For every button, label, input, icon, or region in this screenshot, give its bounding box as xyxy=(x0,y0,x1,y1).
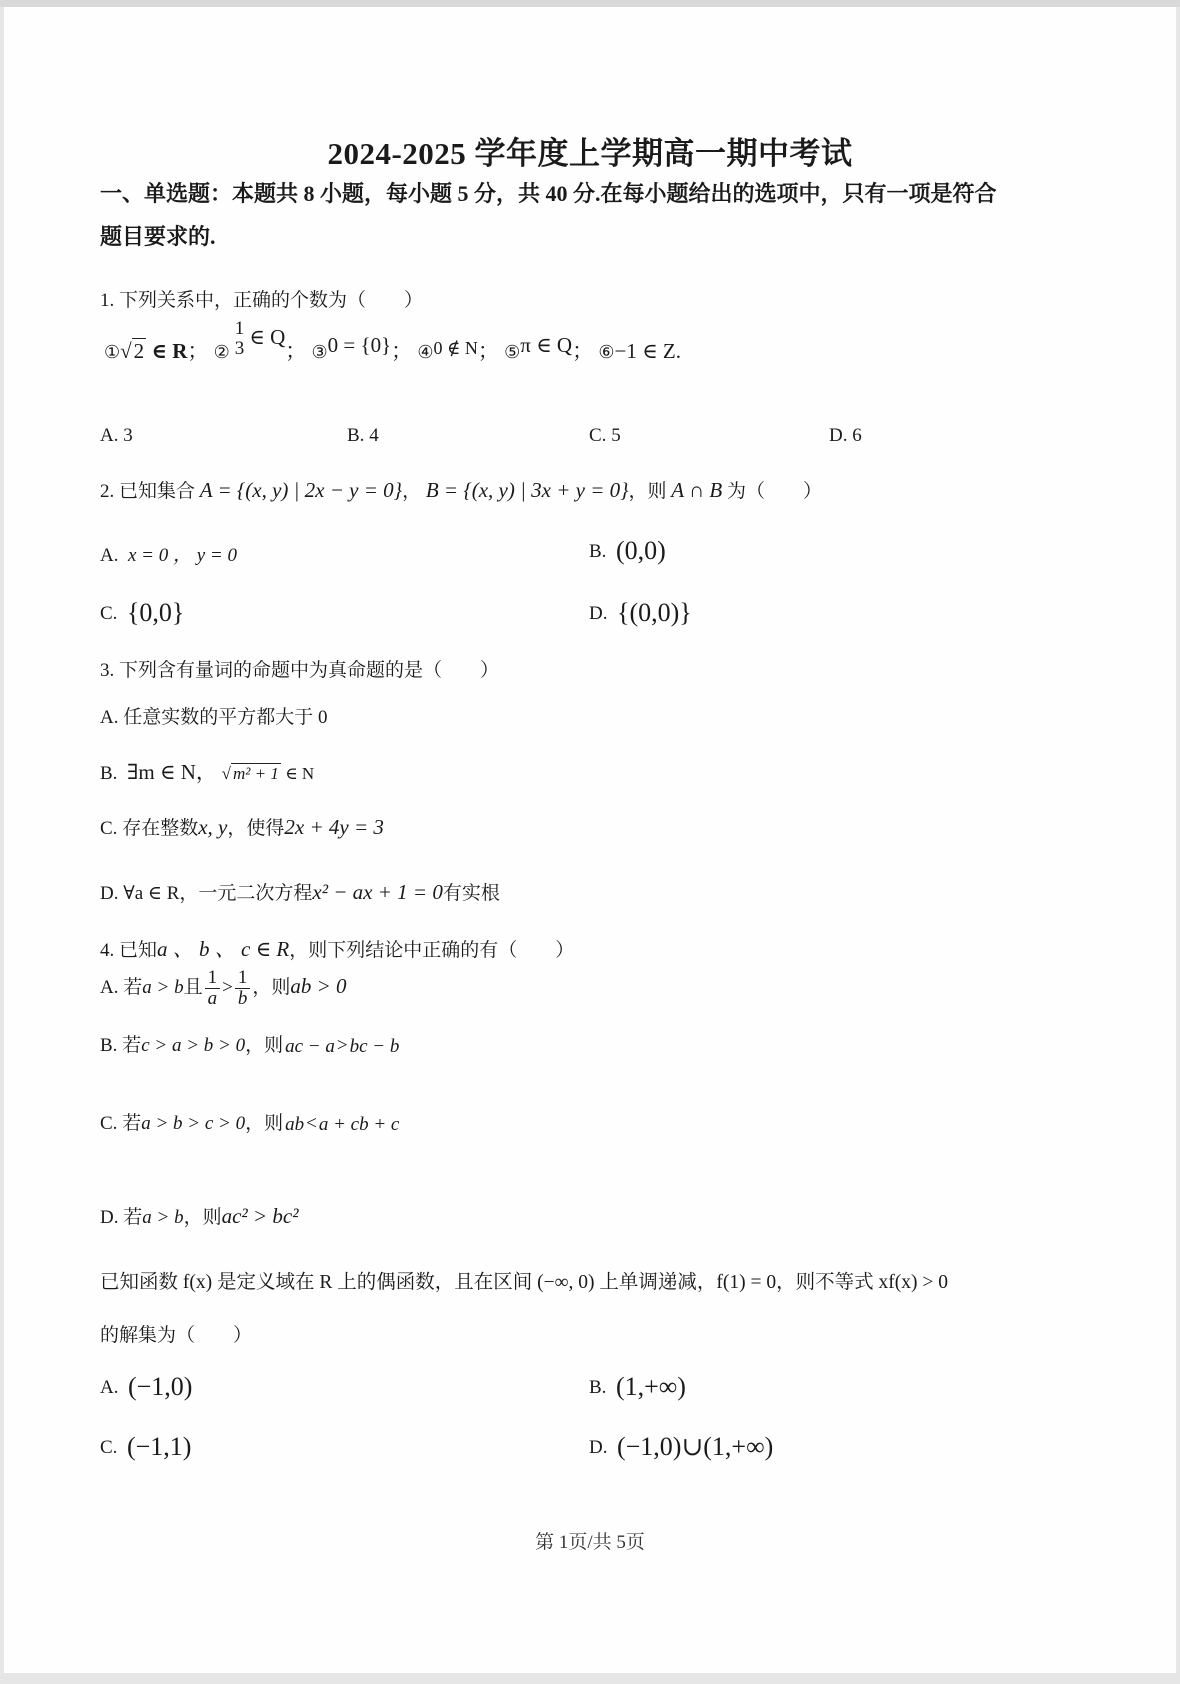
q5-option-b[interactable]: B. (1,+∞) xyxy=(589,1372,686,1401)
q3-option-c[interactable]: C. 存在整数x, y，使得2x + 4y = 3 xyxy=(100,815,384,839)
top-edge-band xyxy=(0,0,1180,7)
item-2-marker: ② xyxy=(213,341,230,362)
item-4-marker: ④ xyxy=(417,341,434,362)
page-indicator: 第 1页/共 5页 xyxy=(535,1532,645,1553)
section-heading-line2: 题目要求的. xyxy=(100,224,216,249)
q5-option-d[interactable]: D. (−1,0)∪(1,+∞) xyxy=(589,1432,774,1461)
sqrt-expression: √2 xyxy=(120,338,145,363)
question-5-stem-line1: 已知函数 f(x) 是定义域在 R 上的偶函数，且在区间 (−∞, 0) 上单调递减，f(1) = 0，则不等式 xf(x) > 0 xyxy=(100,1272,948,1293)
item-5-marker: ⑤ xyxy=(504,341,521,362)
q3-option-a[interactable]: A. 任意实数的平方都大于 0 xyxy=(100,707,328,728)
q4-option-b[interactable]: B. 若c > a > b > 0，则 ac − a > bc − b xyxy=(100,1035,400,1057)
exam-page xyxy=(3,7,1177,1673)
q4-option-a[interactable]: A. 若a > b且 $\frac{1}{a}$ > $\frac{1}{b}$ ，则ab > 0 xyxy=(100,967,347,1009)
q4-option-d[interactable]: D. 若a > b，则ac² > bc² xyxy=(100,1204,299,1228)
q2-option-d[interactable]: D. {(0,0)} xyxy=(589,598,692,627)
q2-option-a[interactable]: A. x = 0 ， y = 0 xyxy=(100,545,237,566)
item-6-marker: ⑥ xyxy=(598,341,615,362)
q3-option-b[interactable]: B. ∃m ∈ N， √ m² + 1 ∈ N xyxy=(100,760,315,784)
q1-option-c[interactable]: C. 5 xyxy=(589,425,621,446)
item-1-marker: ① xyxy=(104,341,121,362)
q1-option-d[interactable]: D. 6 xyxy=(829,425,862,446)
section-heading-line1: 一、单选题：本题共 8 小题，每小题 5 分，共 40 分.在每小题给出的选项中，只有一项是符合 xyxy=(100,181,997,206)
exam-title: 2024-2025 学年度上学期高一期中考试 xyxy=(327,136,853,171)
q2-option-b[interactable]: B. (0,0) xyxy=(589,536,666,565)
q5-option-c[interactable]: C. (−1,1) xyxy=(100,1432,192,1461)
q3-option-d[interactable]: D. ∀a ∈ R，一元二次方程x² − ax + 1 = 0有实根 xyxy=(100,880,500,904)
question-4-stem: 4. 已知a 、 b 、 c ∈ R，则下列结论中正确的有（ ） xyxy=(100,937,575,961)
item-3-marker: ③ xyxy=(311,341,328,362)
question-1-stem: 1. 下列关系中，正确的个数为（ ） xyxy=(100,290,424,311)
question-2-stem: 2. 已知集合 A = {(x, y) | 2x − y = 0}， B = {(x, y) | 3x + y = 0}，则 A ∩ B 为（ ） xyxy=(100,478,823,502)
q1-option-b[interactable]: B. 4 xyxy=(347,425,379,446)
q2-option-c[interactable]: C. {0,0} xyxy=(100,598,185,627)
q4-option-c[interactable]: C. 若a > b > c > 0，则 ab < a + cb + c xyxy=(100,1113,400,1135)
question-1-items: ①√2 ∈ R； ② 1 3 ∈ Q； ③0 = {0}； ④0 ∉ N； ⑤π ∈ Q； ⑥−1 ∈ Z. xyxy=(104,318,681,363)
q1-option-a[interactable]: A. 3 xyxy=(100,425,133,446)
q5-option-a[interactable]: A. (−1,0) xyxy=(100,1372,193,1401)
question-5-stem-line2: 的解集为（ ） xyxy=(100,1325,253,1346)
question-3-stem: 3. 下列含有量词的命题中为真命题的是（ ） xyxy=(100,660,500,681)
